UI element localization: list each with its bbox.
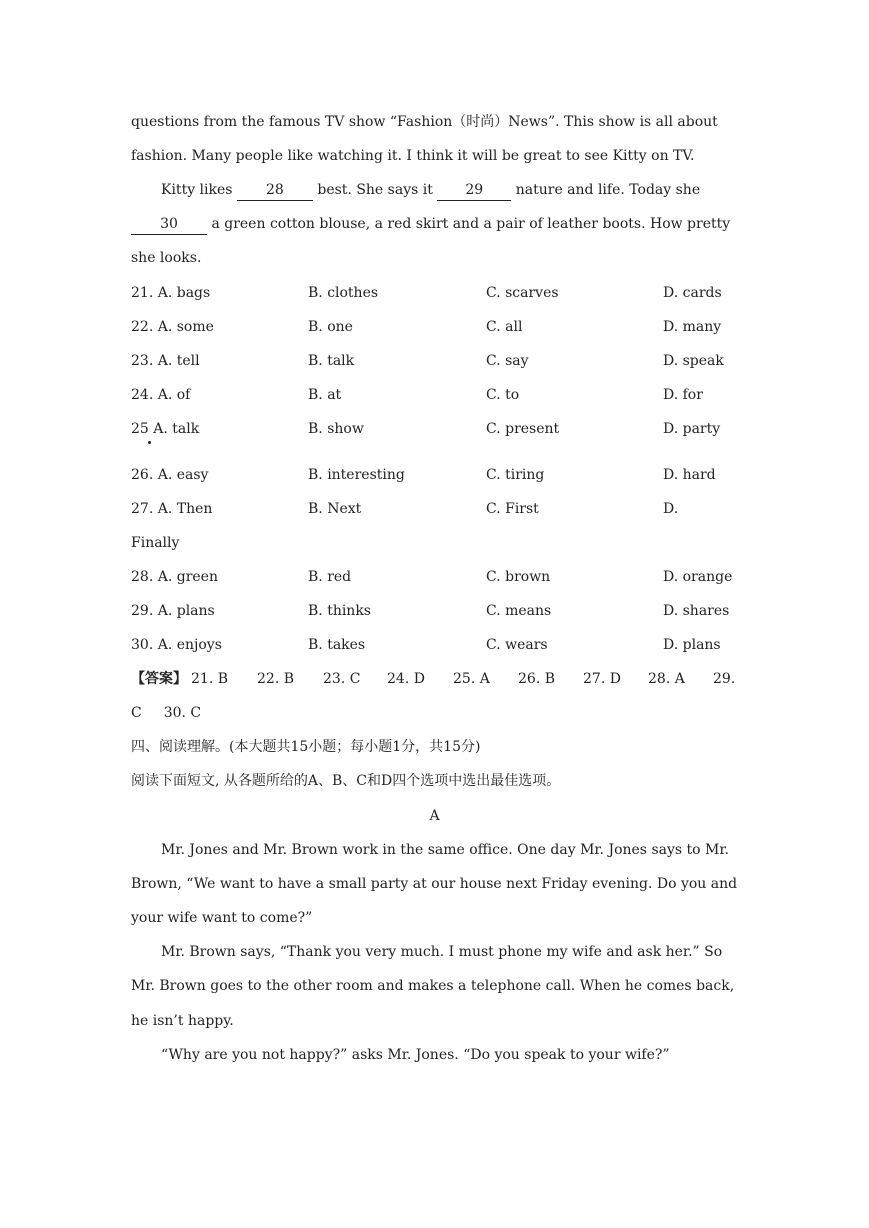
option-c: C. tiring (486, 467, 545, 483)
answer-item: 25. A (453, 671, 490, 687)
question-row (131, 317, 741, 337)
passage-text: nature and life. Today she (511, 182, 701, 198)
option-d: D. plans (663, 637, 721, 653)
reading-line: Mr. Jones and Mr. Brown work in the same office. One day Mr. Jones says to Mr. (161, 842, 729, 858)
option-a: 26. A. easy (131, 467, 209, 483)
question-row (131, 351, 741, 371)
question-row (131, 283, 741, 303)
reading-line: “Why are you not happy?” asks Mr. Jones. “Do you speak to your wife?” (161, 1047, 670, 1063)
option-a: 29. A. plans (131, 603, 215, 619)
passage-line: she looks. (131, 250, 202, 266)
passage-line-with-blanks (161, 180, 700, 201)
option-b: B. clothes (308, 285, 379, 301)
answer-key (131, 669, 741, 689)
reading-line: Mr. Brown says, “Thank you very much. I must phone my wife and ask her.” So (161, 944, 723, 960)
option-a: 27. A. Then (131, 501, 213, 517)
option-b: B. talk (308, 353, 355, 369)
option-d-wrap: Finally (131, 535, 180, 551)
option-a: 25 A. talk (131, 421, 200, 437)
option-b: B. red (308, 569, 352, 585)
answer-item: 30. C (163, 705, 202, 721)
blank-30: 30 (131, 214, 207, 235)
question-row (131, 635, 741, 655)
reading-line: Brown, “We want to have a small party at our house next Friday evening. Do you and (131, 876, 738, 892)
section-heading: 四、阅读理解。(本大题共15小题；每小题1分，共15分) (131, 739, 481, 755)
option-a: 22. A. some (131, 319, 214, 335)
answer-item: 24. D (387, 671, 425, 687)
option-a: 30. A. enjoys (131, 637, 222, 653)
reading-line: he isn’t happy. (131, 1013, 234, 1029)
stray-dot-mark (148, 441, 151, 444)
answer-item: 26. B (518, 671, 556, 687)
question-row (131, 385, 741, 405)
option-b: B. show (308, 421, 364, 437)
answer-item: 23. C (323, 671, 361, 687)
option-b: B. takes (308, 637, 366, 653)
passage-text: a green cotton blouse, a red skirt and a pair of leather boots. How pretty (207, 216, 731, 232)
reading-line: your wife want to come?” (131, 910, 313, 926)
answer-item: 21. B (191, 671, 229, 687)
answer-item: 27. D (583, 671, 621, 687)
option-c: C. First (486, 501, 539, 517)
option-c: C. scarves (486, 285, 559, 301)
option-d: D. (663, 501, 679, 517)
option-a: 23. A. tell (131, 353, 200, 369)
passage-text: Kitty likes (161, 182, 237, 198)
option-d: D. speak (663, 353, 724, 369)
option-a: 24. A. of (131, 387, 191, 403)
option-c: C. means (486, 603, 552, 619)
option-a: 21. A. bags (131, 285, 211, 301)
option-d: D. hard (663, 467, 716, 483)
passage-line: questions from the famous TV show “Fashion（时尚）News”. This show is all about (131, 114, 718, 130)
passage-text: best. She says it (312, 182, 438, 198)
option-d: D. many (663, 319, 722, 335)
option-c: C. to (486, 387, 520, 403)
question-row (131, 567, 741, 587)
option-b: B. interesting (308, 467, 405, 483)
option-b: B. thinks (308, 603, 371, 619)
section-instruction: 阅读下面短文, 从各题所给的A、B、C和D四个选项中选出最佳选项。 (131, 773, 561, 789)
question-row (131, 465, 741, 485)
answer-item: 28. A (648, 671, 685, 687)
option-c: C. brown (486, 569, 551, 585)
passage-line-with-blank (131, 214, 730, 235)
option-c: C. present (486, 421, 560, 437)
option-c: C. say (486, 353, 529, 369)
option-b: B. at (308, 387, 342, 403)
option-d: D. orange (663, 569, 733, 585)
question-row (131, 499, 741, 519)
passage-label: A (429, 808, 440, 824)
option-d: D. cards (663, 285, 722, 301)
answer-item: C (131, 705, 142, 721)
blank-28: 28 (237, 180, 313, 201)
option-c: C. wears (486, 637, 548, 653)
option-c: C. all (486, 319, 523, 335)
answer-item: 22. B (257, 671, 295, 687)
answer-label: 【答案】 (131, 671, 187, 687)
option-a: 28. A. green (131, 569, 218, 585)
question-row (131, 601, 741, 621)
option-d: D. party (663, 421, 721, 437)
option-b: B. one (308, 319, 353, 335)
option-d: D. for (663, 387, 703, 403)
option-d: D. shares (663, 603, 730, 619)
option-b: B. Next (308, 501, 362, 517)
question-row (131, 419, 741, 439)
blank-29: 29 (437, 180, 511, 201)
answer-item: 29. (713, 671, 736, 687)
answer-key-wrap (131, 703, 201, 723)
reading-line: Mr. Brown goes to the other room and makes a telephone call. When he comes back, (131, 978, 735, 994)
passage-line: fashion. Many people like watching it. I think it will be great to see Kitty on TV. (131, 148, 695, 164)
